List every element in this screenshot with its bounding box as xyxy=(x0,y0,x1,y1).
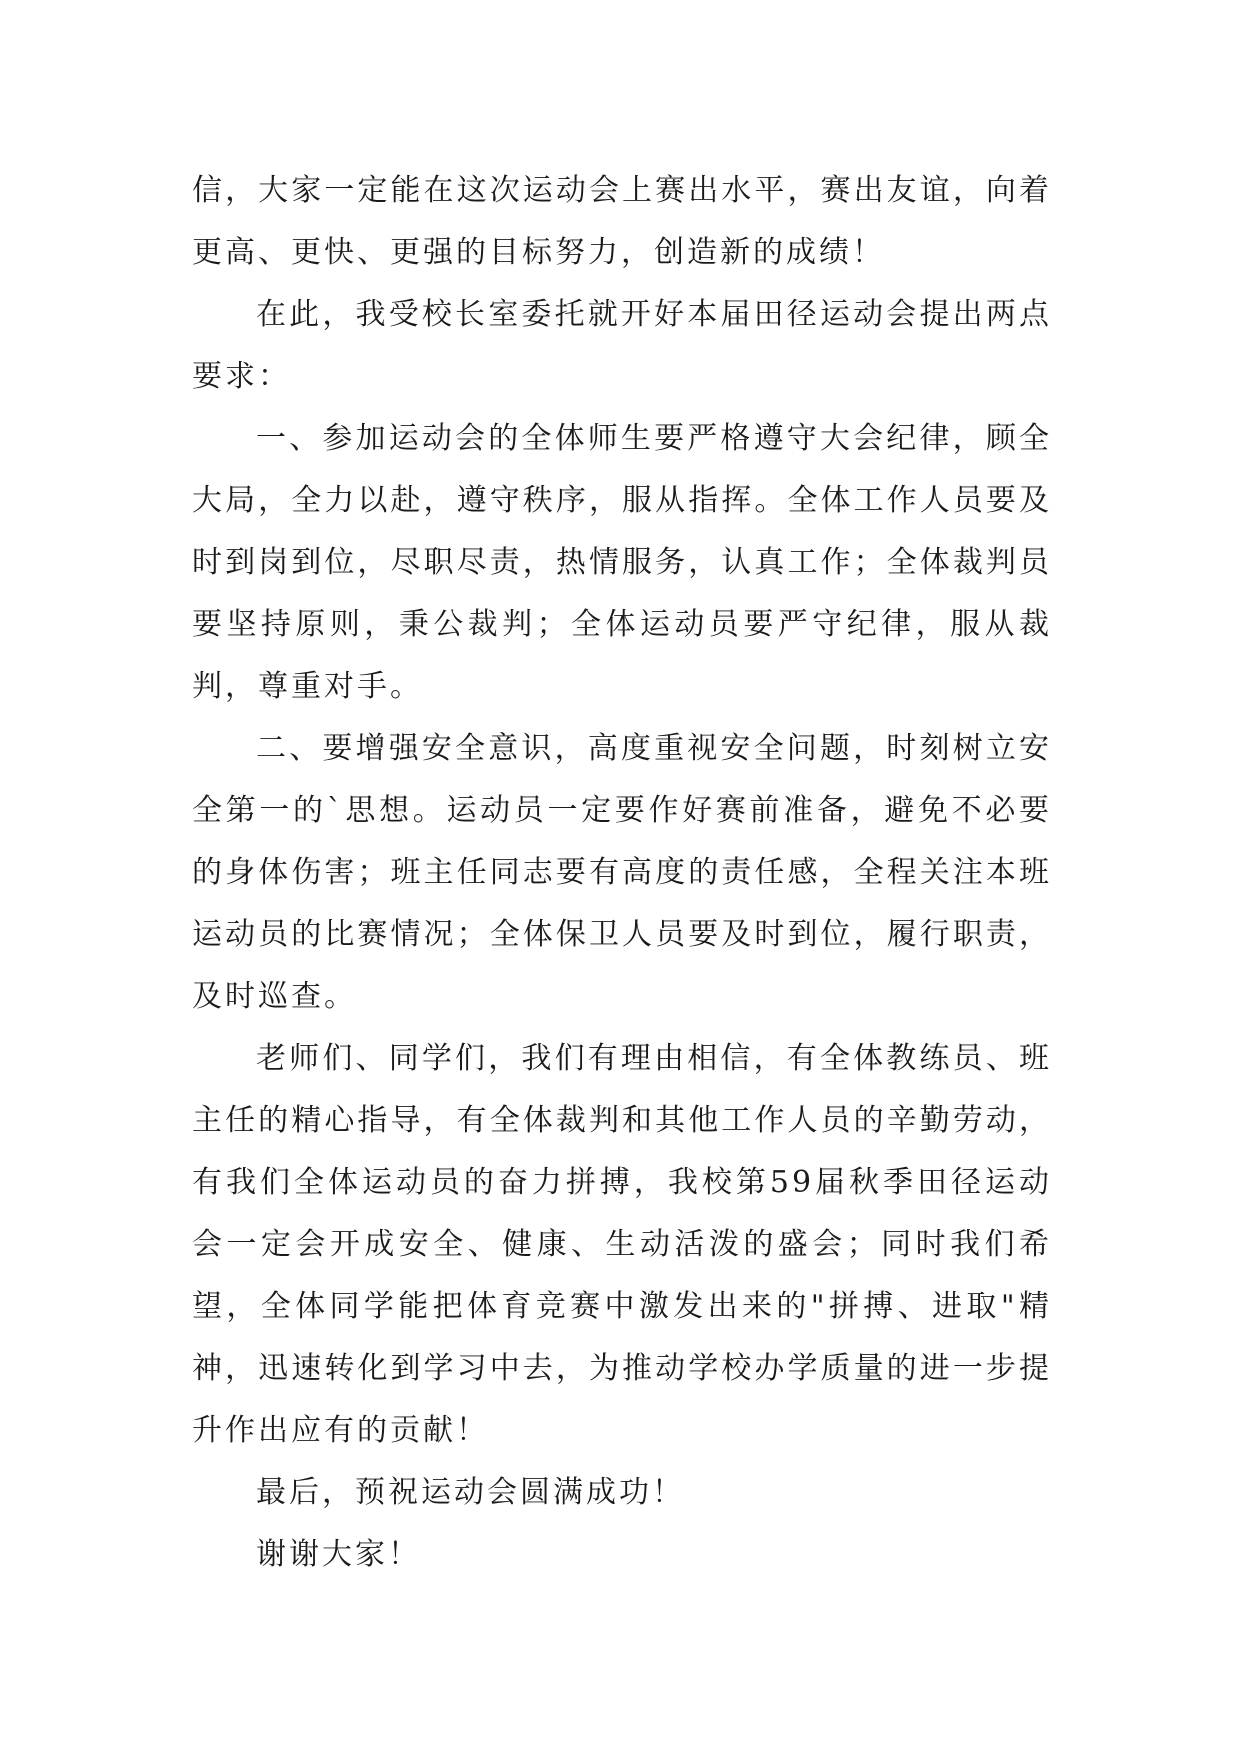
paragraph-requirement-one: 一、参加运动会的全体师生要严格遵守大会纪律，顾全大局，全力以赴，遵守秩序，服从指挥。全体工作人员要及时到岗到位，尽职尽责，热情服务，认真工作；全体裁判员要坚持原则，秉公裁判；全体运动员要严守纪律，服从裁判，尊重对手。 xyxy=(192,421,1052,704)
document-body xyxy=(192,160,1052,1586)
paragraph-closing-hope: 老师们、同学们，我们有理由相信，有全体教练员、班主任的精心指导，有全体裁判和其他工作人员的辛勤劳动，有我们全体运动员的奋力拼搏，我校第59届秋季田径运动会一定会开成安全、健康、生动活泼的盛会；同时我们希望，全体同学能把体育竞赛中激发出来的"拼搏、进取"精神，迅速转化到学习中去，为推动学校办学质量的进一步提升作出应有的贡献！ xyxy=(192,1041,1052,1448)
paragraph-wish: 最后，预祝运动会圆满成功！ xyxy=(256,1475,685,1510)
paragraph-requirements-intro: 在此，我受校长室委托就开好本届田径运动会提出两点要求： xyxy=(192,297,1052,394)
paragraph-continuation: 信，大家一定能在这次运动会上赛出水平，赛出友谊，向着更高、更快、更强的目标努力，创造新的成绩！ xyxy=(192,173,1052,270)
paragraph-thanks: 谢谢大家！ xyxy=(256,1537,421,1572)
paragraph-requirement-two: 二、要增强安全意识，高度重视安全问题，时刻树立安全第一的`思想。运动员一定要作好赛前准备，避免不必要的身体伤害；班主任同志要有高度的责任感，全程关注本班运动员的比赛情况；全体保卫人员要及时到位，履行职责，及时巡查。 xyxy=(192,731,1052,1014)
